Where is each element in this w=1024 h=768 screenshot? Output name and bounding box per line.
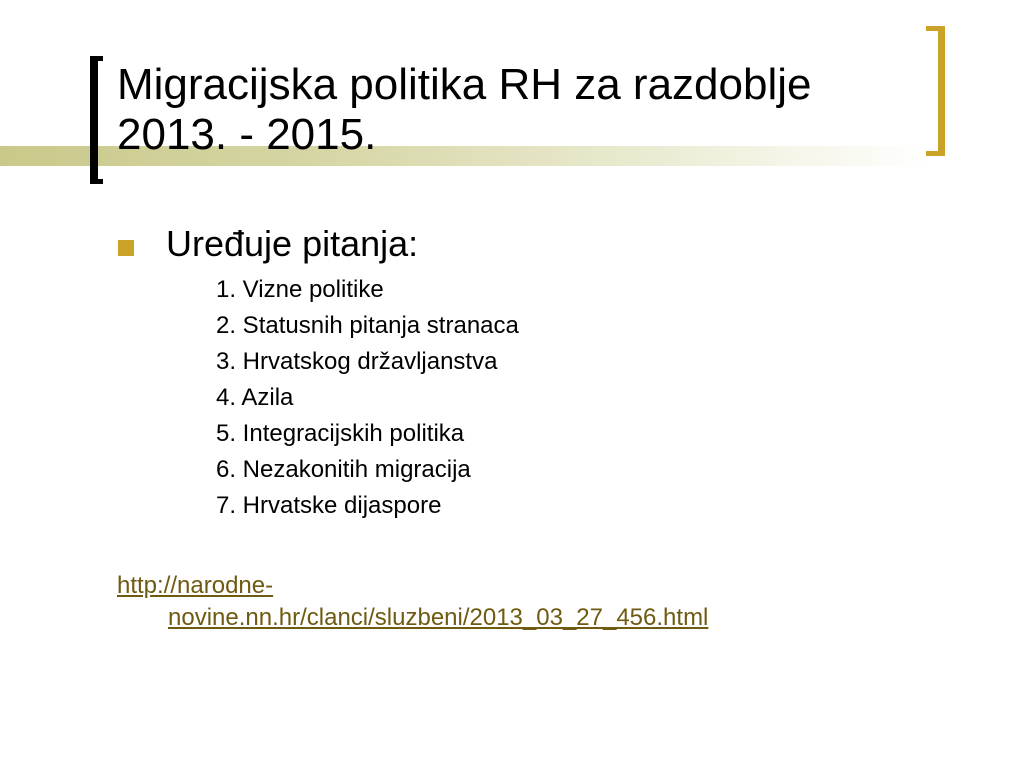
source-link-line-1[interactable]: http://narodne- (117, 572, 274, 599)
bullet-text: Uređuje pitanja: (166, 223, 419, 264)
list-item: 1. Vizne politike (216, 276, 384, 303)
topic-list (216, 272, 519, 524)
source-link[interactable] (117, 570, 917, 634)
left-bracket-decoration (90, 56, 103, 184)
list-item: 7. Hrvatske dijaspore (216, 492, 442, 519)
source-link-line-2[interactable]: novine.nn.hr/clanci/sluzbeni/2013_03_27_456.html (168, 604, 709, 631)
slide-title-line-1: Migracijska politika RH za razdoblje (117, 60, 812, 109)
list-item: 3. Hrvatskog državljanstva (216, 348, 498, 375)
slide-title (117, 60, 907, 160)
list-item: 5. Integracijskih politika (216, 420, 465, 447)
bullet-item (118, 222, 418, 266)
list-item: 6. Nezakonitih migracija (216, 456, 471, 483)
right-bracket-decoration (926, 26, 945, 156)
list-item: 2. Statusnih pitanja stranaca (216, 312, 519, 339)
list-item: 4. Azila (216, 384, 294, 411)
square-bullet-icon (118, 240, 134, 256)
slide-title-line-2: 2013. - 2015. (117, 110, 377, 159)
